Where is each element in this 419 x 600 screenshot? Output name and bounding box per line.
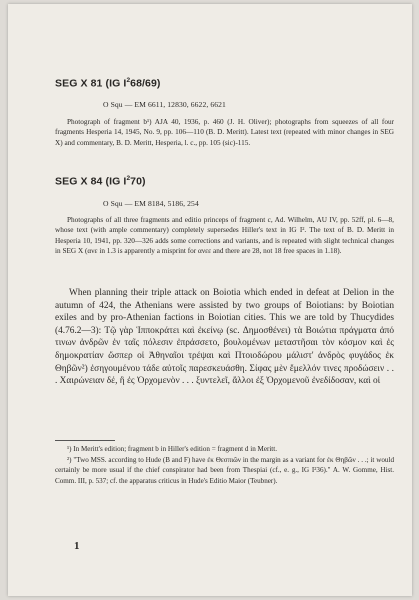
section1-heading bbox=[55, 77, 161, 90]
section1-paragraph: Photograph of fragment b¹) AJA 40, 1936, p. 460 (J. H. Oliver); photographs from squeezes of all four fragments Hesperia 14, 1945, No. 9, pp. 106—110 (B. D. Meritt). Latest text (repeated with minor changes in SEG X) and commentary, B. D. Meritt, Hesperia, l. c., pp. 105 (sic)-115. bbox=[55, 118, 394, 147]
footnote-2: ²) "Two MSS. according to Hude (B and F) have ἐκ Θεσπιῶν in the margin as a variant for ἐκ Θηβῶν . . .; it would certainly be more usual if the chief conspirator had been from Thespiai (cf., e. g., IG I²36)." A. W. Gomme, Hist. Comm. III, p. 537; cf. the apparatus criticus in Hude's Editio Maior (Teubner). bbox=[55, 455, 394, 485]
section2-heading bbox=[55, 175, 146, 188]
footnotes bbox=[55, 444, 394, 486]
page-number: 1 bbox=[74, 540, 80, 552]
section2-meta: O Squ — EM 8184, 5186, 254 bbox=[103, 199, 199, 208]
section1-heading-sup: 2 bbox=[126, 77, 131, 84]
page bbox=[8, 4, 412, 596]
section1-heading-text: SEG X 81 (IG I bbox=[55, 77, 127, 90]
section1-heading-tail: 68/69) bbox=[130, 77, 161, 90]
section1-meta: O Squ — EM 6611, 12830, 6622, 6621 bbox=[103, 100, 226, 109]
section2-heading-sup: 2 bbox=[126, 175, 131, 182]
main-paragraph: When planning their triple attack on Boiotia which ended in defeat at Delion in the autumn of 424, the Athenians were assisted by two groups of Boiotians: by Boiotian exiles and by pro-Athenian factions in Boiotian cities. This we are told by Thucydides (4.76.2—3): Τῷ γὰρ Ἱπποκράτει καὶ ἐκείνῳ (sc. Δημοσθένει) τὰ Βοιώτια πράγματα ἀπό τινων ἀνδρῶν ἐν ταῖς πόλεσιν ἐπράσσετο, βουλομένων μεταστῆσαι τὸν κόσμον καὶ ἐς δημοκρατίαν ὥσπερ οἱ Ἀθηναῖοι τρέψαι καὶ Πτοιοδώρου μάλιστ' ἀνδρὸς φυγάδος ἐκ Θηβῶν²) ἐσηγουμένου τάδε αὐτοῖς παρεσκευάσθη. Σίφας μὲν ἔμελλόν τινες προδώσειν . . . Χαιρώνειαν δέ, ἣ ἐς Ὀρχομενὸν . . . ξυντελεῖ, ἄλλοι ἐξ Ὀρχομενοῦ ἐνεδίδοσαν, καὶ οἱ bbox=[55, 288, 394, 387]
footnote-rule bbox=[55, 440, 115, 441]
section2-heading-text: SEG X 84 (IG I bbox=[55, 175, 127, 188]
section2-heading-tail: 70) bbox=[130, 175, 146, 188]
section2-paragraph: Photographs of all three fragments and editio princeps of fragment c, Ad. Wilhelm, AU IV, pp. 52ff, pl. 6—8, whose text (with ample commentary) completely supersedes Hiller's text in IG I². The text of B. D. Meritt in Hesperia 10, 1941, pp. 320—326 adds some corrections and variants, and is repeated with slight technical changes in SEG X (ανε in 1.3 is apparently a misprint for ανεε and there are 28, not 18 free spaces in 1.18). bbox=[55, 216, 394, 255]
footnote-1: ¹) In Meritt's edition; fragment b in Hiller's edition = fragment d in Meritt. bbox=[67, 445, 278, 453]
